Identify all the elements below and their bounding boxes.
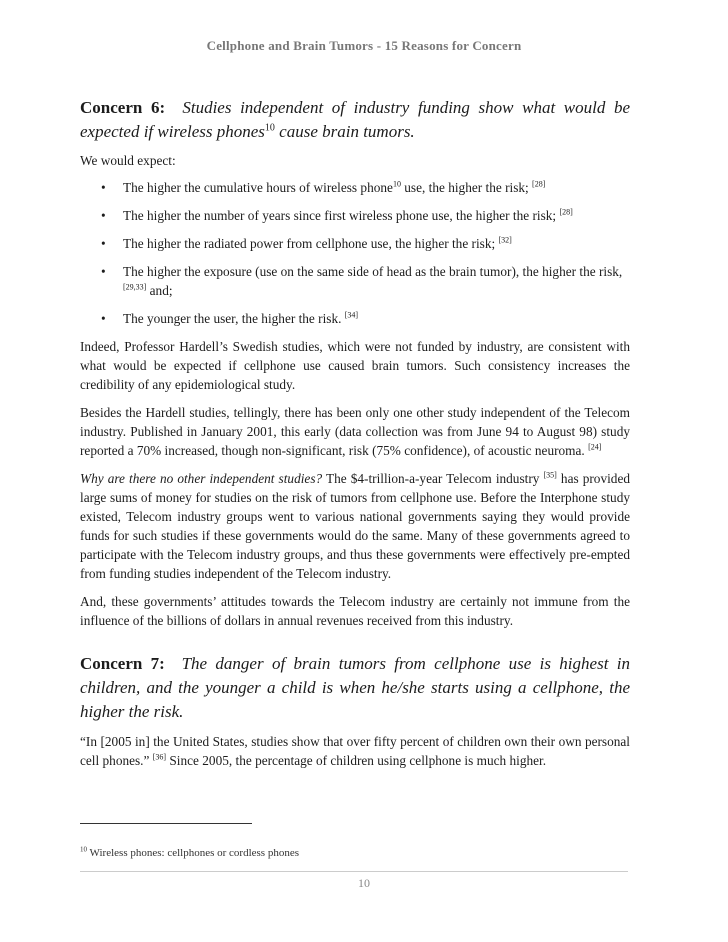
bullet-icon: • [101, 180, 106, 195]
concern-6-heading [80, 96, 630, 144]
bullet-icon: • [101, 311, 106, 326]
paragraph-children: “In [2005 in] the United States, studies show that over fifty percent of children own their own personal cell phones.” [36] Since 2005, the percentage of children using cellphone is much higher. [80, 734, 630, 768]
citation: [35] [543, 470, 557, 480]
concern-7-label: Concern 7: [80, 654, 165, 673]
list-item: • The higher the radiated power from cellphone use, the higher the risk; [32] [101, 235, 512, 251]
concern-6-title: Studies independent of industry funding show what would be expected if wireless phones$^{10}$ cause brain tumors. [80, 98, 631, 141]
citation: [34] [344, 310, 359, 320]
paragraph-hardell: Indeed, Professor Hardell’s Swedish studies, which were not funded by industry, are consistent with what would be expected if cellphone use caused brain tumors. Such consistency increases the credibility of any epidemiological study. [80, 339, 630, 392]
intro-text: We would expect: [80, 153, 176, 168]
citation: [28] [559, 207, 573, 217]
footer-divider [80, 871, 628, 872]
paragraph-independent-studies: Why are there no other independent studies? The $4-trillion-a-year Telecom industry [35] has provided large sums of money for studies on the risk of tumors from cellphone use. Before the Interphone study existed, Telecom industry groups went to various national governments saying they would provide funds for such studies if these governments would do the same. Many of these governments agreed to participate with the Telecom industry groups, and thus these governments were effectively pre-empted from funding studies independent of the Telecom industry. [80, 470, 630, 581]
citation: [24] [588, 442, 602, 452]
running-header: Cellphone and Brain Tumors - 15 Reasons for Concern [206, 38, 522, 53]
bullet-icon: • [101, 236, 106, 251]
footnote-ref: 10 [264, 122, 275, 134]
citation: [32] [498, 235, 512, 245]
list-item: • The younger the user, the higher the risk. [34] [101, 310, 359, 326]
citation: [28] [532, 179, 546, 189]
paragraph-other-study: Besides the Hardell studies, tellingly, there has been only one other study independent of the Telecom industry. Published in January 2001, this early (data collection was from June 94 to August 98) study reported a 70% increased, though non-significant, risk (75% confidence), of acoustic neuroma. [24] [80, 405, 630, 458]
paragraph-governments: And, these governments’ attitudes towards the Telecom industry are certainly not immune from the influence of the billions of dollars in annual revenues received from this industry. [80, 594, 630, 628]
concern-7-title: The danger of brain tumors from cellphone use is highest in children, and the younger a child is when he/she starts using a cellphone, the higher the risk. [80, 654, 630, 721]
list-item: • The higher the exposure (use on the same side of head as the brain tumor), the higher the risk, [29,33] and; [101, 264, 623, 298]
bullet-icon: • [101, 208, 106, 223]
citation: [29,33] [123, 282, 147, 292]
list-item: • The higher the number of years since first wireless phone use, the higher the risk; [28] [101, 207, 573, 223]
concern-7-heading [80, 652, 630, 724]
page-number: 10 [358, 876, 370, 890]
page-body [80, 96, 630, 770]
expectation-list [80, 178, 630, 328]
footnote-divider [80, 823, 252, 824]
citation: [36] [152, 752, 167, 762]
footnote: $^{10}$ Wireless phones: cellphones or cordless phones [80, 845, 299, 859]
concern-6-label: Concern 6: [80, 98, 166, 117]
list-item: • The higher the cumulative hours of wireless phone$^{10}$ use, the higher the risk; [28] [101, 179, 546, 195]
bullet-icon: • [101, 264, 106, 279]
